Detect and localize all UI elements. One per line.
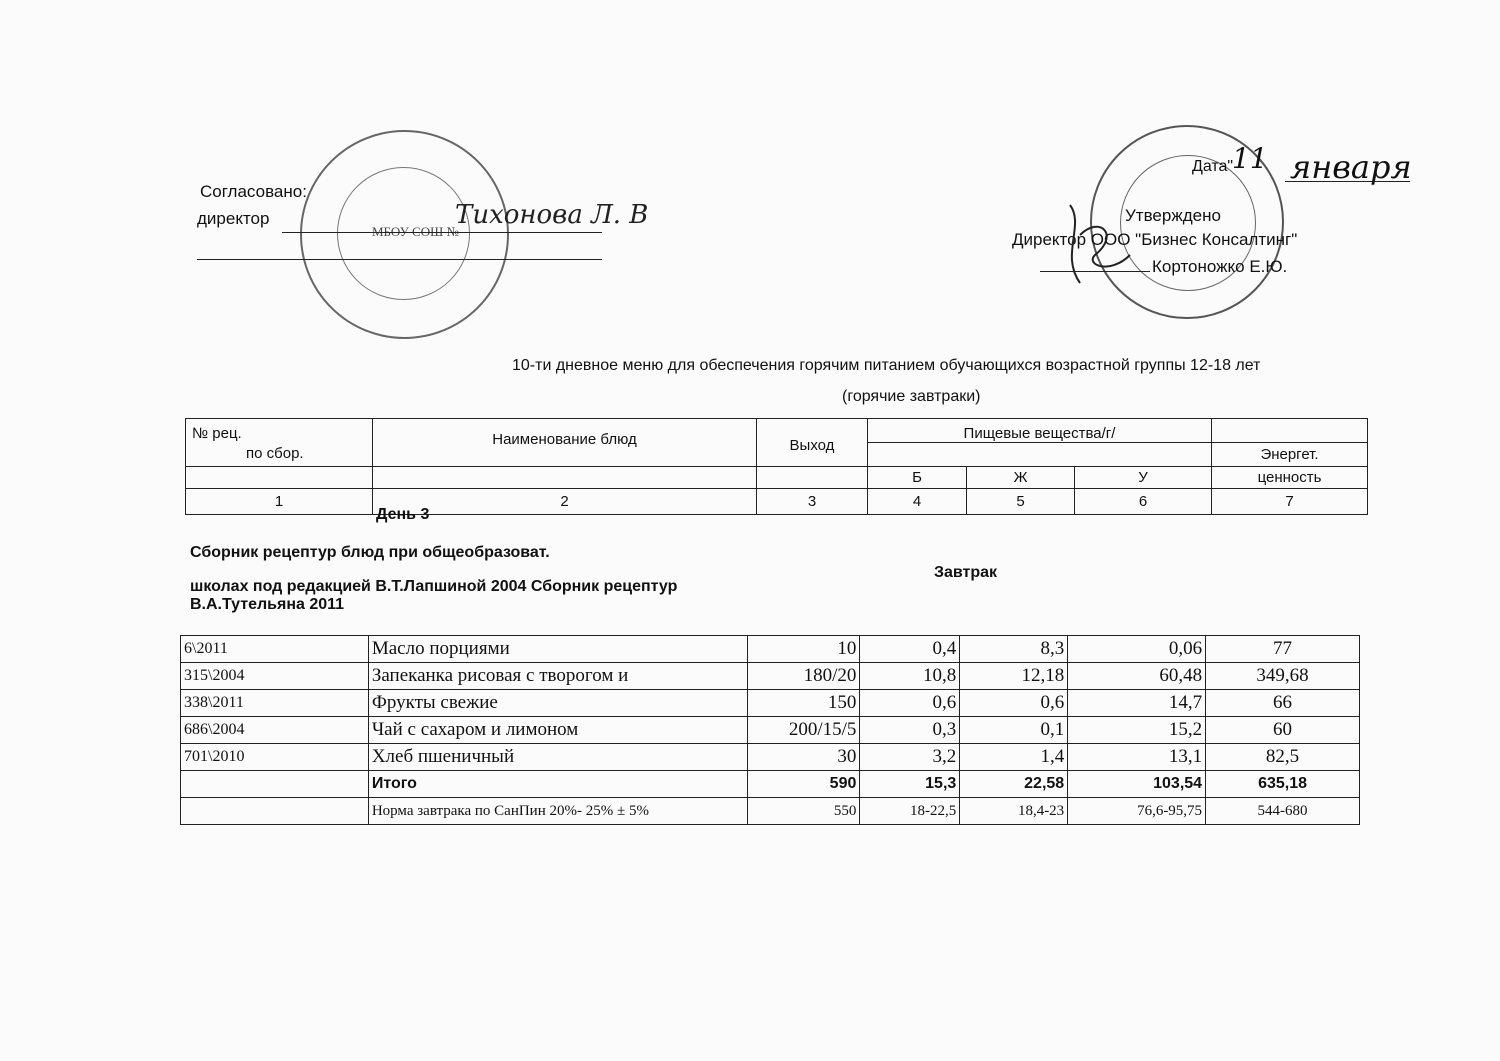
dish-name: Чай с сахаром и лимоном <box>368 717 748 744</box>
dish-fat: 12,18 <box>960 663 1068 690</box>
dish-fat: 0,6 <box>960 690 1068 717</box>
dish-output: 30 <box>748 744 860 771</box>
b-header: Б <box>868 467 967 489</box>
table-row <box>181 636 1360 663</box>
approved-label: Утверждено <box>1125 206 1221 225</box>
dish-name: Фрукты свежие <box>368 690 748 717</box>
dish-protein: 10,8 <box>860 663 960 690</box>
norm-zh: 18,4-23 <box>960 798 1068 825</box>
energy-header-2: ценность <box>1212 467 1368 489</box>
table-row <box>181 717 1360 744</box>
dish-name-header: Наименование блюд <box>373 419 757 467</box>
school-stamp-center: МБОУ СОШ № <box>372 224 459 239</box>
col-num-4: 4 <box>868 489 967 515</box>
dish-output: 200/15/5 <box>748 717 860 744</box>
day-label: День 3 <box>376 506 430 523</box>
norm-e: 544-680 <box>1206 798 1360 825</box>
col-num-6: 6 <box>1075 489 1212 515</box>
menu-subtitle: (горячие завтраки) <box>842 388 981 405</box>
total-b: 15,3 <box>860 771 960 798</box>
director-name: Кортоножко Е.Ю. <box>1152 257 1288 276</box>
dish-energy: 349,68 <box>1206 663 1360 690</box>
dish-protein: 3,2 <box>860 744 960 771</box>
col-num-5: 5 <box>967 489 1075 515</box>
col-num-1: 1 <box>186 489 373 515</box>
recipe-code: 6\2011 <box>181 636 369 663</box>
table-row <box>181 744 1360 771</box>
norm-b: 18-22,5 <box>860 798 960 825</box>
header-table <box>185 418 1368 515</box>
date-label: Дата" <box>1192 158 1234 175</box>
dish-output: 150 <box>748 690 860 717</box>
dish-fat: 8,3 <box>960 636 1068 663</box>
director-signature: Тихонова Л. В <box>455 200 649 230</box>
total-row <box>181 771 1360 798</box>
norm-row <box>181 798 1360 825</box>
date-day: 11 <box>1232 142 1268 175</box>
by-coll-label: по сбор. <box>246 445 304 462</box>
dish-protein: 0,6 <box>860 690 960 717</box>
dish-energy: 77 <box>1206 636 1360 663</box>
col-num-3: 3 <box>757 489 868 515</box>
total-e: 635,18 <box>1206 771 1360 798</box>
dish-protein: 0,4 <box>860 636 960 663</box>
recipe-code: 338\2011 <box>181 690 369 717</box>
total-label: Итого <box>368 771 748 798</box>
norm-u: 76,6-95,75 <box>1068 798 1206 825</box>
dish-energy: 66 <box>1206 690 1360 717</box>
date-month: января <box>1290 148 1412 186</box>
norm-out: 550 <box>748 798 860 825</box>
dish-name: Запеканка рисовая с творогом и <box>368 663 748 690</box>
recipe-code: 701\2010 <box>181 744 369 771</box>
director-org: Директор ООО "Бизнес Консалтинг" <box>1012 230 1298 249</box>
dish-carbs: 15,2 <box>1068 717 1206 744</box>
total-out: 590 <box>748 771 860 798</box>
menu-table <box>180 635 1360 825</box>
dish-fat: 0,1 <box>960 717 1068 744</box>
total-u: 103,54 <box>1068 771 1206 798</box>
total-zh: 22,58 <box>960 771 1068 798</box>
nutrients-header: Пищевые вещества/г/ <box>868 419 1212 443</box>
dish-name: Хлеб пшеничный <box>368 744 748 771</box>
dish-energy: 60 <box>1206 717 1360 744</box>
menu-title: 10-ти дневное меню для обеспечения горячим питанием обучающихся возрастной группы 12-18 лет <box>512 357 1261 374</box>
col-num-2: 2 <box>373 489 757 515</box>
rec-no-label: № рец. <box>192 425 242 442</box>
agreed-label: Согласовано: <box>200 182 307 201</box>
recipe-code: 686\2004 <box>181 717 369 744</box>
dish-fat: 1,4 <box>960 744 1068 771</box>
director-label: директор <box>197 209 270 228</box>
u-header: У <box>1075 467 1212 489</box>
dish-carbs: 14,7 <box>1068 690 1206 717</box>
table-row <box>181 663 1360 690</box>
dish-carbs: 60,48 <box>1068 663 1206 690</box>
norm-label: Норма завтрака по СанПин 20%- 25% ± 5% <box>368 798 748 825</box>
dish-name: Масло порциями <box>368 636 748 663</box>
col-num-7: 7 <box>1212 489 1368 515</box>
zh-header: Ж <box>967 467 1075 489</box>
dish-protein: 0,3 <box>860 717 960 744</box>
dish-carbs: 0,06 <box>1068 636 1206 663</box>
energy-header: Энергет. <box>1212 443 1368 467</box>
dish-output: 10 <box>748 636 860 663</box>
dish-energy: 82,5 <box>1206 744 1360 771</box>
recipe-code: 315\2004 <box>181 663 369 690</box>
meal-label: Завтрак <box>934 564 998 581</box>
source-line-1: Сборник рецептур блюд при общеобразоват. <box>190 544 550 561</box>
output-header: Выход <box>757 419 868 467</box>
source-line-3: В.А.Тутельяна 2011 <box>190 596 345 613</box>
school-stamp <box>300 130 509 339</box>
table-row <box>181 690 1360 717</box>
director-signature-right <box>1040 195 1140 290</box>
dish-carbs: 13,1 <box>1068 744 1206 771</box>
source-line-2: школах под редакцией В.Т.Лапшиной 2004 Сборник рецептур <box>190 578 678 595</box>
dish-output: 180/20 <box>748 663 860 690</box>
